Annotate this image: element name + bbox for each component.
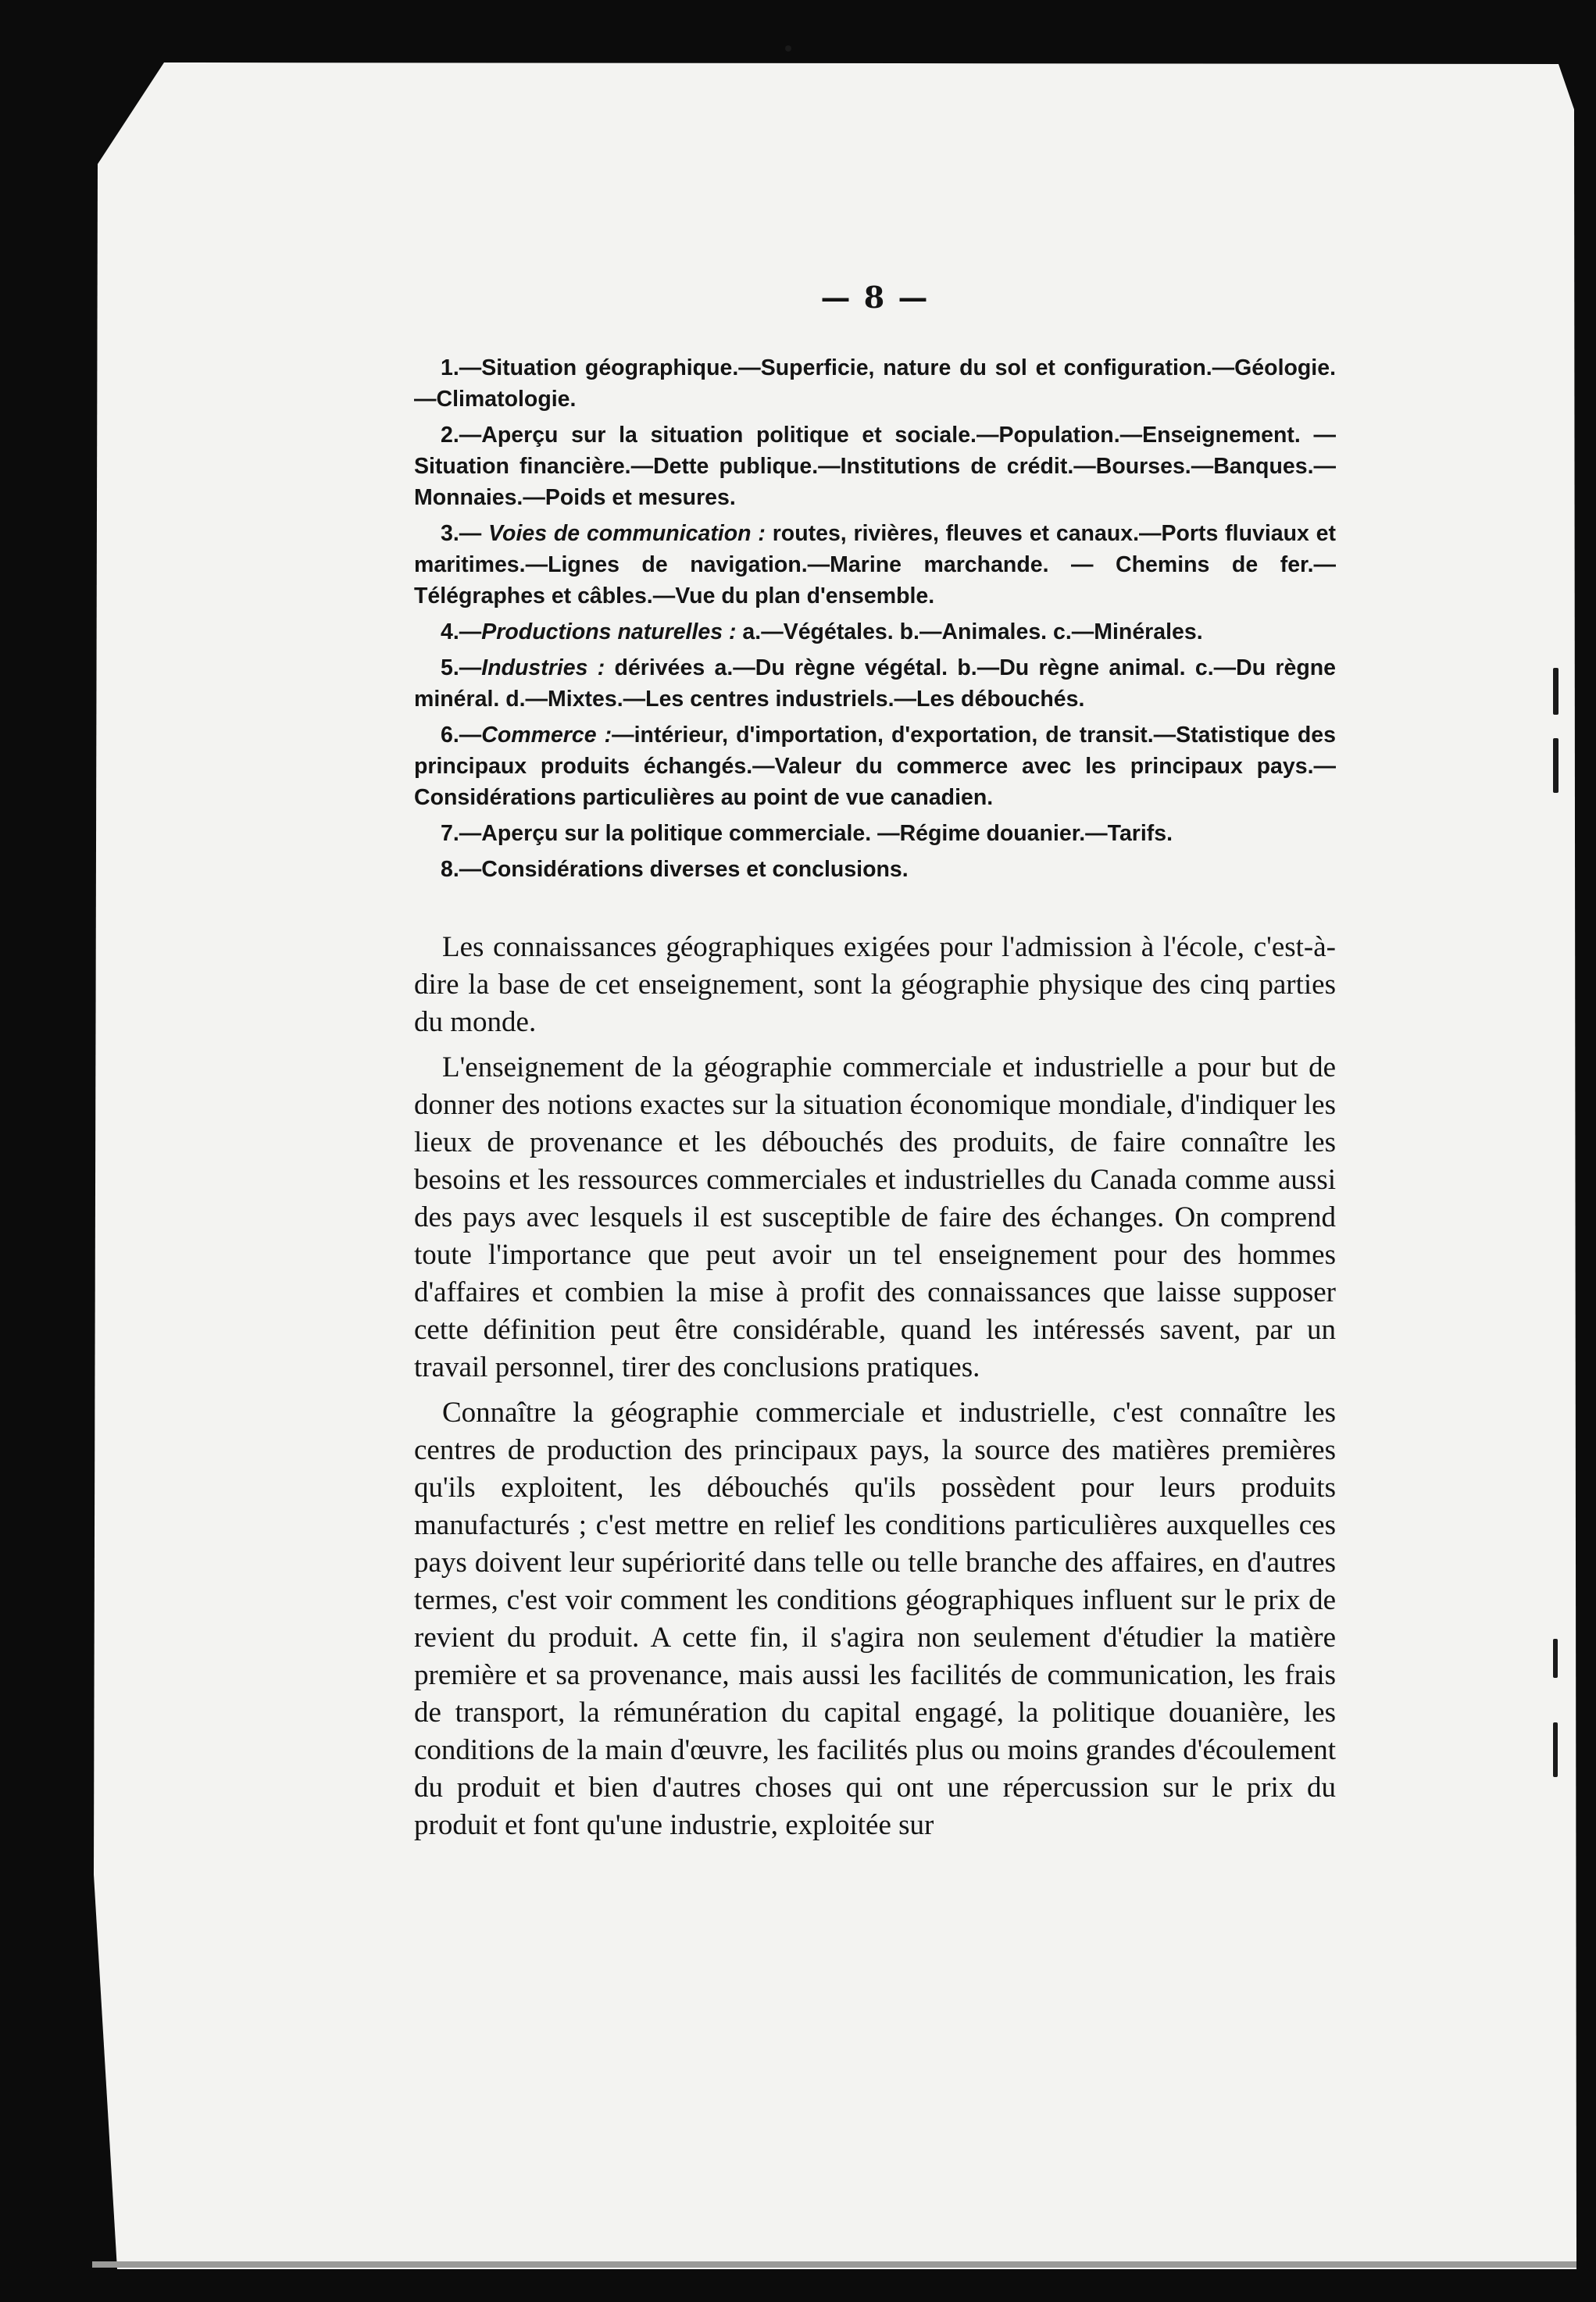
outline-item <box>414 652 1336 715</box>
outline-item-lead: 2.—Aperçu sur la situation politique et sociale.—Population.—Enseignement. — Situation financière.—Dette publique.—Institutions de crédit.—Bourses.—Banques.—Monnaies.—Poids et mesures. <box>414 423 1336 510</box>
scan-edge-mark <box>1553 738 1559 793</box>
paper-bottom-edge <box>92 2261 1576 2268</box>
scan-edge-mark <box>1553 1722 1558 1777</box>
outline-item-detail: dérivées a.—Du règne végétal. b.—Du règne animal. c.—Du règne minéral. d.—Mixtes.—Les centres industriels.—Les débouchés. <box>414 655 1336 712</box>
page-content <box>414 280 1336 1852</box>
scan-edge-mark <box>785 45 791 52</box>
outline-item-detail: —intérieur, d'importation, d'exportation, de transit.—Statistique des principaux produits échangés.—Valeur du commerce avec les principaux pays.—Considérations particulières au point de vue canadien. <box>414 723 1336 810</box>
outline-item-topic: Productions naturelles : <box>481 619 737 644</box>
paragraph: L'enseignement de la géographie commerciale et industrielle a pour but de donner des notions exactes sur la situation économique mondiale, d'indiquer les lieux de provenance et les débouchés des produits, de faire connaître les besoins et les ressources commerciales et industrielles du Canada comme aussi des pays avec lesquels il est susceptible de faire des échanges. On comprend toute l'importance que peut avoir un tel enseignement pour des hommes d'affaires et combien la mise à profit des connaissances que laisse supposer cette définition peut être considérable, quand les intéressés savent, par un travail personnel, tirer des conclusions pratiques. <box>414 1051 1336 1383</box>
paragraph: Les connaissances géographiques exigées pour l'admission à l'école, c'est-à-dire la base de cet enseignement, sont la géographie physique des cinq parties du monde. <box>414 931 1336 1038</box>
outline-item-lead: 3.— <box>441 521 489 546</box>
outline-item <box>414 818 1336 849</box>
outline-item <box>414 352 1336 415</box>
outline-item <box>414 854 1336 885</box>
outline-item-lead: 7.—Aperçu sur la politique commerciale. —Régime douanier.—Tarifs. <box>441 821 1173 846</box>
page-number: — 8 — <box>820 280 930 315</box>
outline-item-topic: Voies de communication : <box>488 521 766 546</box>
outline-item <box>414 518 1336 612</box>
outline-item <box>414 719 1336 813</box>
outline-item-detail: a.—Végétales. b.—Animales. c.—Minérales. <box>736 619 1203 644</box>
outline-item-lead: 1.—Situation géographique.—Superficie, nature du sol et configuration.—Géologie.—Climatologie. <box>414 355 1336 412</box>
outline-item <box>414 616 1336 648</box>
scan-edge-mark <box>1553 1639 1558 1678</box>
outline-item-lead: 8.—Considérations diverses et conclusions. <box>441 857 909 882</box>
outline-item-lead: 4.— <box>441 619 482 644</box>
paragraph: Connaître la géographie commerciale et industrielle, c'est connaître les centres de production des principaux pays, la source des matières premières qu'ils exploitent, les débouchés qu'ils possèdent pour leurs produits manufacturés ; c'est mettre en relief les conditions particulières auxquelles ces pays doivent leur supériorité dans telle ou telle branche des affaires, en d'autres termes, c'est voir comment les conditions géographiques influent sur le prix de revient du produit. A cette fin, il s'agira non seulement d'étudier la matière première et sa provenance, mais aussi les facilités de communication, les frais de transport, la rémunération du capital engagé, la politique douanière, les conditions de la main d'œuvre, les facilités plus ou moins grandes d'écoulement du produit et bien d'autres choses qui ont une répercussion sur le prix du produit et font qu'une industrie, exploitée sur <box>414 1397 1336 1841</box>
outline-item-detail: routes, rivières, fleuves et canaux.—Ports fluviaux et maritimes.—Lignes de navigation.—Marine marchande. — Chemins de fer.—Télégraphes et câbles.—Vue du plan d'ensemble. <box>414 521 1337 609</box>
outline-item-topic: Industries : <box>481 655 605 680</box>
body-text <box>414 929 1336 1844</box>
outline-item-lead: 6.— <box>441 723 482 748</box>
outline-item-topic: Commerce : <box>481 723 612 748</box>
scan-edge-mark <box>1553 668 1559 715</box>
outline-item-lead: 5.— <box>441 655 482 680</box>
outline-item <box>414 419 1336 513</box>
course-outline <box>414 352 1336 885</box>
